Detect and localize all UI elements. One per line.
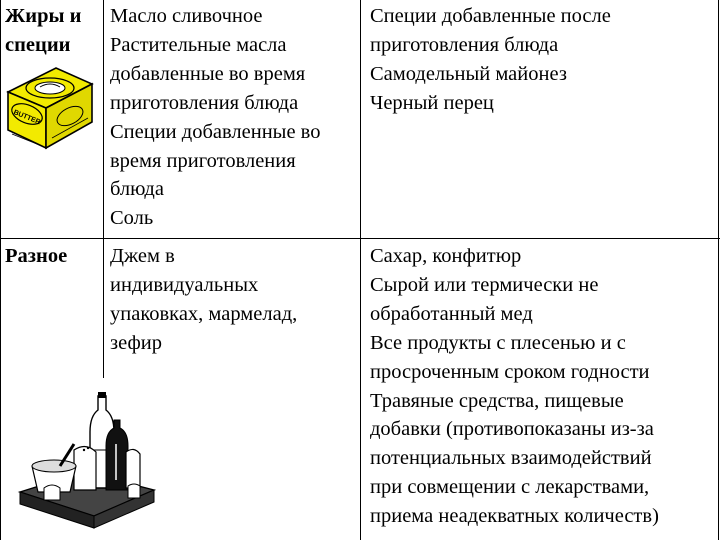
- butter-label: BUTTER: [12, 109, 42, 127]
- row-category-misc: Разное: [5, 245, 68, 267]
- table-row-separator: [0, 238, 720, 239]
- row-col2-misc: Сахар, конфитюр Сырой или термически не обработанный мед Все продукты с плесенью и с просроченным сроком годности Травяные средства, пищевые добавки (противопоказаны из-за потенциальных взаимодействий при совмещении с лекарствами, приема неадекватных количеств): [370, 245, 659, 528]
- row-col1-fats-spices: Масло сливочное Растительные масла добавленные во время приготовления блюда Специи добавленные во время приготовления блюда Соль: [110, 5, 321, 230]
- row-col2-fats-spices: Специи добавленные после приготовления блюда Самодельный майонез Черный перец: [370, 5, 611, 114]
- table-divider-2: [360, 0, 361, 540]
- row-category-fats-spices: Жиры и специи: [5, 5, 82, 56]
- butter-box-image: [4, 64, 98, 159]
- row-col1-misc: Джем в индивидуальных упаковках, мармелад, зефир: [110, 245, 298, 354]
- condiment-bottles-image: [14, 392, 164, 537]
- table-border-left: [0, 0, 1, 540]
- table-border-right: [718, 0, 719, 540]
